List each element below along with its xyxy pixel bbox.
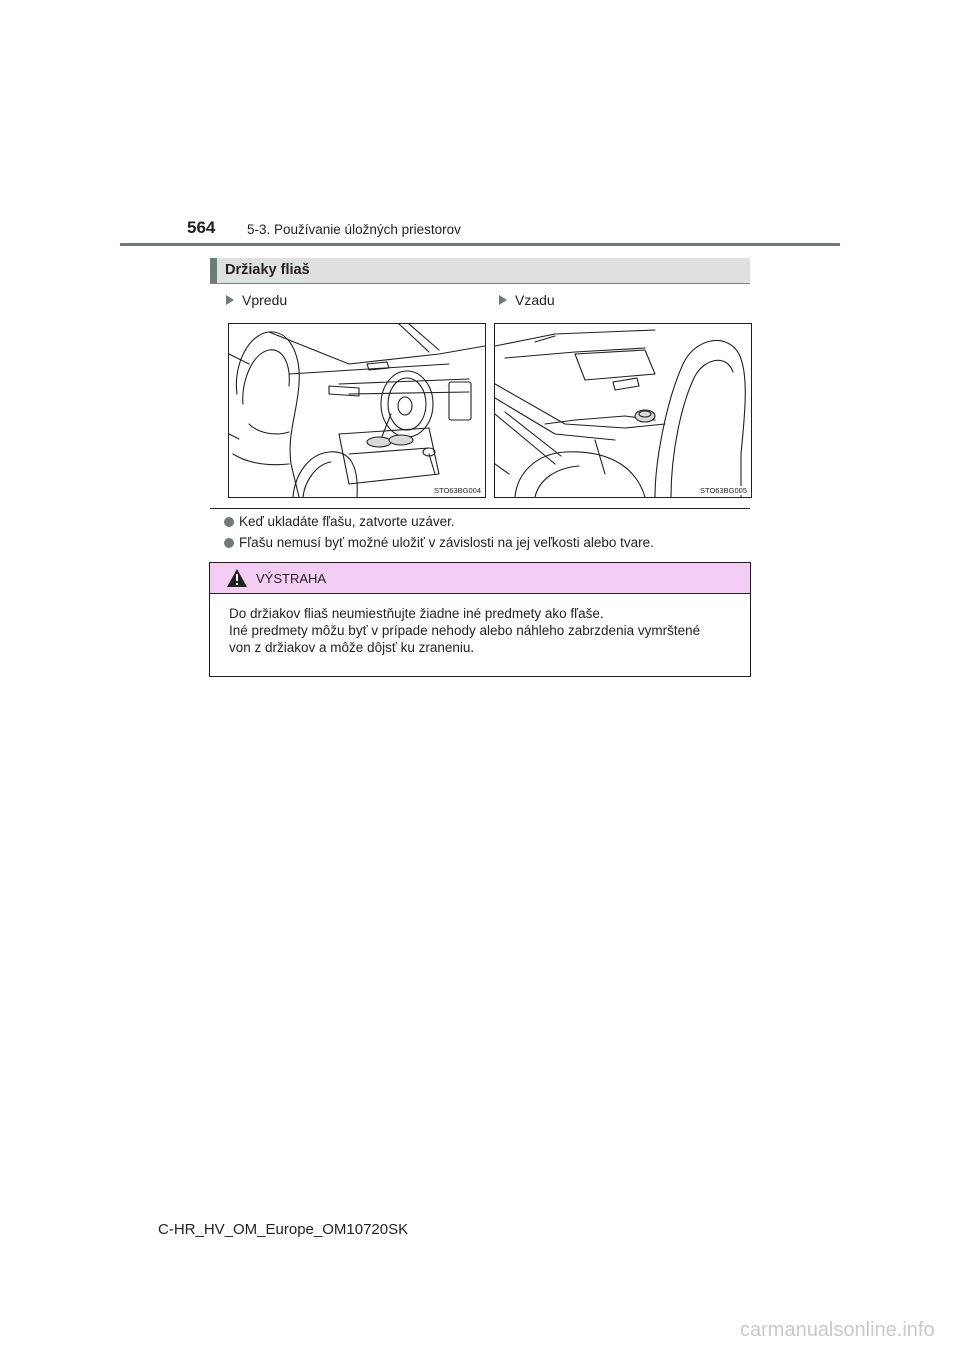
bullet-text: Keď ukladáte fľašu, zatvorte uzáver.: [239, 514, 455, 529]
rear-figure-heading: [499, 292, 555, 308]
header-divider: [120, 243, 840, 246]
front-figure-code: STO63BG004: [434, 486, 481, 495]
warning-body: [229, 605, 749, 656]
warning-title: VÝSTRAHA: [256, 571, 327, 586]
bullet-item: [224, 514, 455, 529]
warning-box: [209, 562, 751, 677]
triangle-bullet-icon: [499, 295, 507, 305]
figures-divider: [210, 508, 750, 509]
front-heading-label: Vpredu: [242, 292, 288, 308]
watermark: carmanualsonline.info: [740, 1319, 935, 1341]
warning-line: Do držiakov fliaš neumiestňujte žiadne iné predmety ako fľaše.: [229, 606, 604, 621]
rear-figure-code: STO63BG005: [700, 486, 747, 495]
rear-heading-label: Vzadu: [515, 292, 555, 308]
section-heading-bar: [210, 258, 750, 284]
bullet-text: Fľašu nemusí byť možné uložiť v závislosti na jej veľkosti alebo tvare.: [239, 535, 654, 550]
warning-triangle-icon: [226, 568, 248, 588]
section-accent-block: [210, 258, 217, 283]
rear-cup-holder-illustration: [495, 324, 751, 497]
warning-header: [210, 563, 750, 594]
warning-line: von z držiakov a môže dôjsť ku zraneniu.: [229, 640, 475, 655]
triangle-bullet-icon: [226, 295, 234, 305]
section-heading: Držiaky fliaš: [225, 262, 310, 278]
page-number: 564: [187, 218, 216, 237]
bullet-dot-icon: [224, 517, 234, 527]
bullet-item: [224, 535, 654, 550]
rear-cup-holder-figure: [494, 323, 752, 498]
warning-line: Iné predmety môžu byť v prípade nehody alebo náhleho zabrzdenia vymrštené: [229, 623, 701, 638]
front-figure-heading: [226, 292, 287, 308]
front-cup-holder-illustration: [229, 324, 485, 497]
document-id: C-HR_HV_OM_Europe_OM10720SK: [158, 1221, 409, 1238]
front-cup-holder-figure: [228, 323, 486, 498]
bullet-dot-icon: [224, 538, 234, 548]
chapter-section-title: 5-3. Používanie úložných priestorov: [247, 222, 461, 237]
